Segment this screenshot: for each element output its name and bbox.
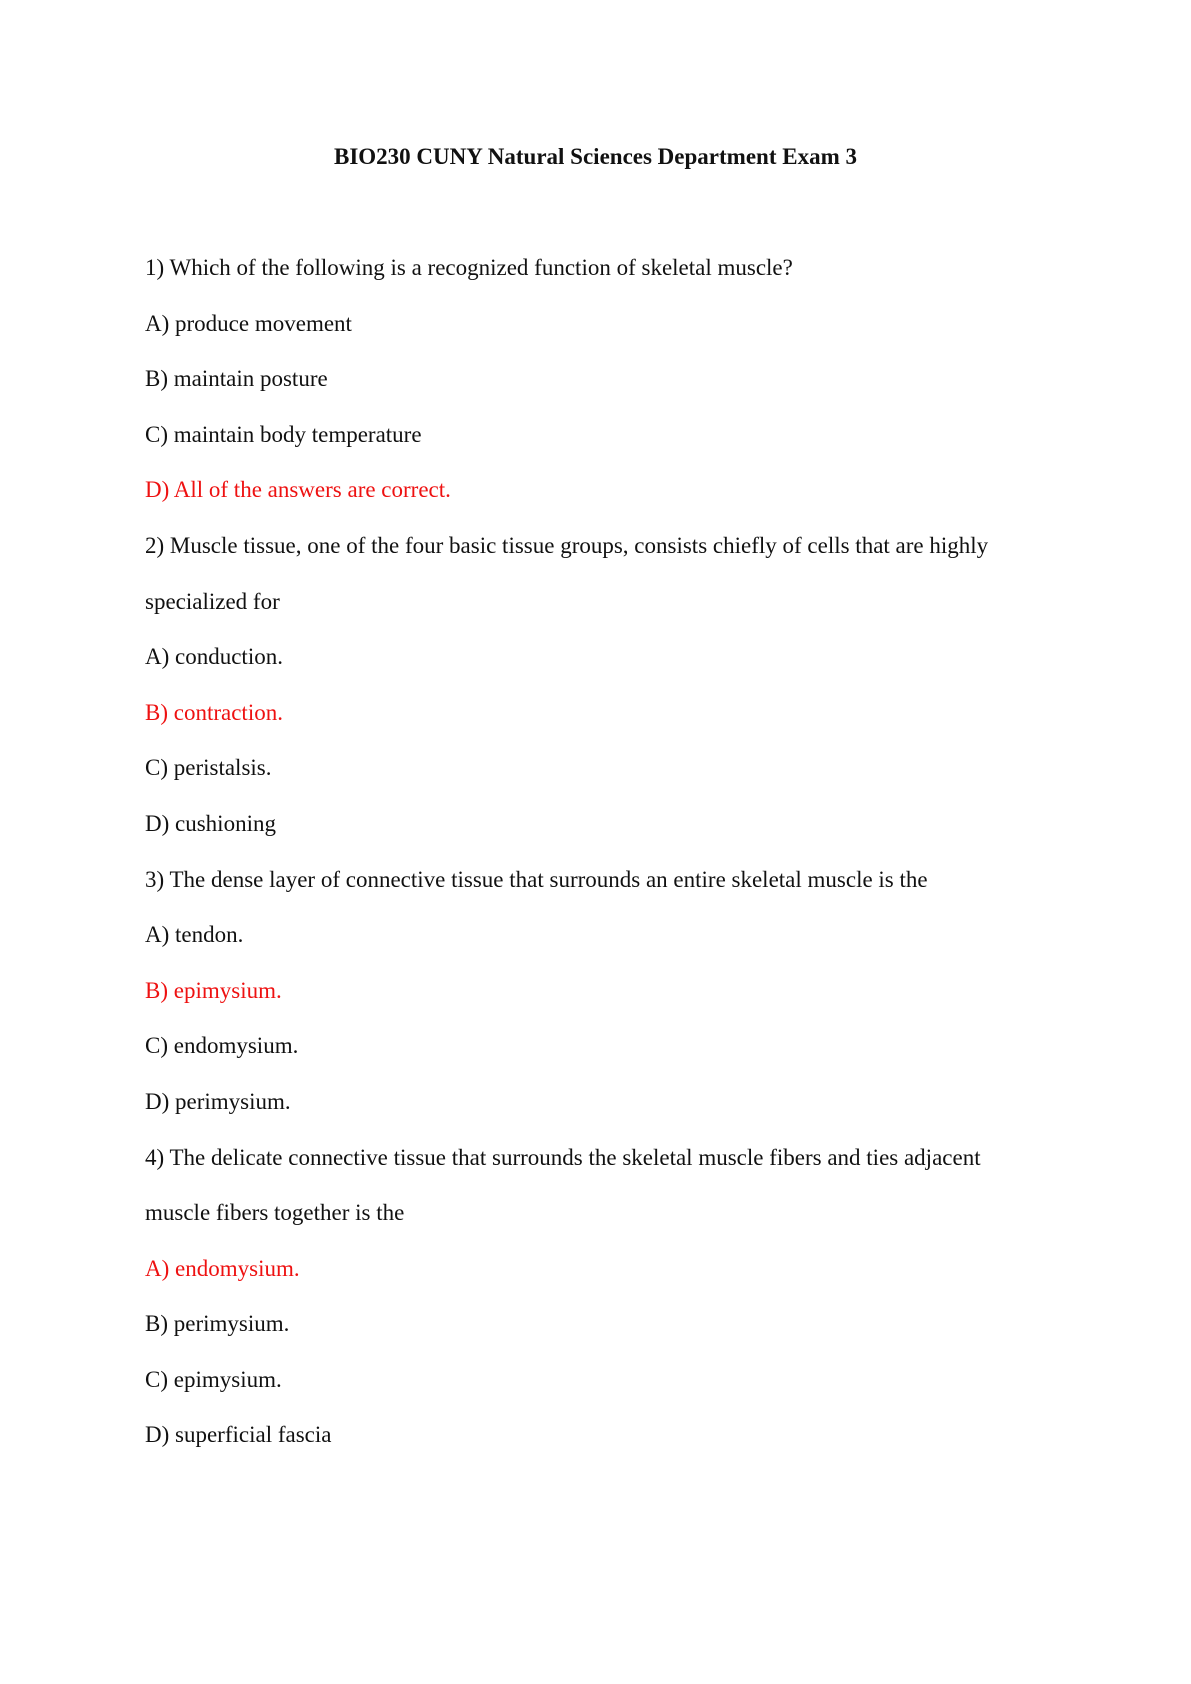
answer-option: A) produce movement: [145, 310, 352, 336]
answer-option-correct: B) epimysium.: [145, 977, 282, 1003]
answer-option: B) perimysium.: [145, 1311, 290, 1337]
question-1: [145, 253, 1045, 531]
answer-option: C) maintain body temperature: [145, 421, 422, 447]
question-4: [145, 1143, 1045, 1477]
answer-option-correct: B) contraction.: [145, 699, 283, 725]
question-3: [145, 865, 1045, 1143]
question-stem-line: 3) The dense layer of connective tissue that surrounds an entire skeletal muscle is the: [145, 866, 928, 892]
question-stem-line: 1) Which of the following is a recognized function of skeletal muscle?: [145, 255, 793, 280]
answer-option: B) maintain posture: [145, 366, 328, 392]
question-list: [145, 253, 1045, 1476]
answer-option-correct: D) All of the answers are correct.: [145, 477, 451, 503]
question-stem-line: specialized for: [145, 588, 280, 614]
answer-option: D) perimysium.: [145, 1088, 291, 1114]
answer-option: C) peristalsis.: [145, 755, 272, 781]
answer-option: A) conduction.: [145, 644, 283, 670]
answer-option: D) superficial fascia: [145, 1422, 332, 1448]
answer-option: A) tendon.: [145, 922, 244, 948]
question-stem-line: 2) Muscle tissue, one of the four basic tissue groups, consists chiefly of cells that are highly: [145, 532, 989, 558]
answer-option-correct: A) endomysium.: [145, 1255, 300, 1281]
answer-option: C) endomysium.: [145, 1033, 299, 1059]
page-title: BIO230 CUNY Natural Sciences Department Exam 3: [334, 144, 857, 169]
question-stem-line: muscle fibers together is the: [145, 1200, 405, 1226]
answer-option: D) cushioning: [145, 810, 276, 836]
question-2: [145, 531, 1045, 865]
question-stem-line: 4) The delicate connective tissue that surrounds the skeletal muscle fibers and ties adjacent: [145, 1144, 981, 1170]
answer-option: C) epimysium.: [145, 1366, 282, 1392]
